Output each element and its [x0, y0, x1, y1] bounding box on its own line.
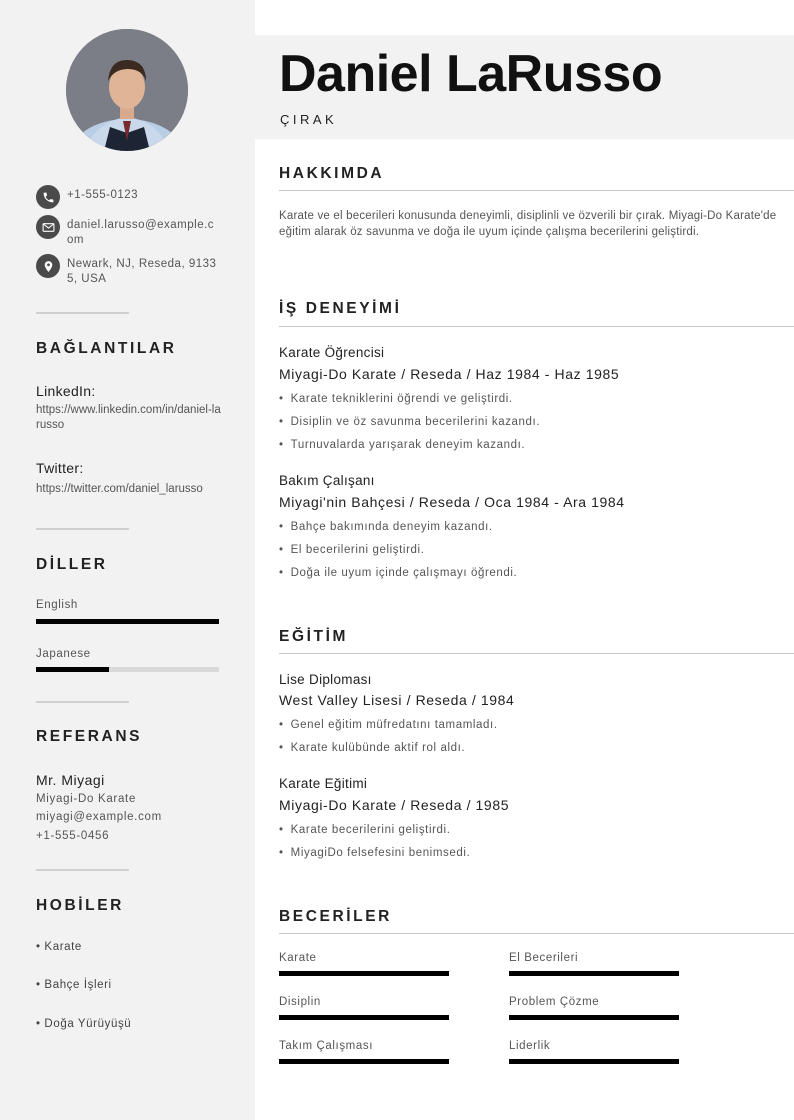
skill-level-bar [509, 971, 679, 976]
education-bullet: • MiyagiDo felsefesini benimsedi. [279, 847, 470, 859]
language-name: Japanese [36, 648, 91, 660]
reference-phone: +1-555-0456 [36, 830, 110, 842]
skill-name: Problem Çözme [509, 996, 600, 1008]
contact-phone [36, 185, 217, 209]
education-meta: West Valley Lisesi / Reseda / 1984 [279, 692, 515, 708]
about-heading: HAKKIMDA [279, 165, 385, 182]
skill-level-fill [279, 971, 449, 976]
candidate-name: Daniel LaRusso [279, 45, 663, 103]
links-heading: BAĞLANTILAR [36, 340, 177, 357]
skill-level-fill [509, 1059, 679, 1064]
divider [36, 528, 129, 530]
job-meta: Miyagi-Do Karate / Reseda / Haz 1984 - Haz 1985 [279, 366, 620, 382]
job-bullet: • Doğa ile uyum içinde çalışmayı öğrendi. [279, 567, 517, 579]
email-text: daniel.larusso@example.com [67, 219, 215, 246]
job-role: Karate Öğrencisi [279, 345, 385, 360]
skill-level-bar [279, 1059, 449, 1064]
hobby-item: • Karate [36, 941, 82, 953]
email-icon [36, 215, 60, 239]
section-rule [279, 190, 794, 191]
sidebar [0, 0, 255, 1120]
job-bullet: • Bahçe bakımında deneyim kazandı. [279, 521, 493, 533]
skill-level-bar [279, 1015, 449, 1020]
language-level-bar [36, 619, 219, 624]
education-bullet: • Karate becerilerini geliştirdi. [279, 824, 451, 836]
job-role: Bakım Çalışanı [279, 473, 375, 488]
divider [36, 701, 129, 703]
experience-heading: İŞ DENEYİMİ [279, 300, 402, 317]
education-degree: Karate Eğitimi [279, 776, 368, 791]
skill-level-fill [509, 1015, 679, 1020]
language-level-fill [36, 667, 109, 672]
section-rule [279, 326, 794, 327]
language-level-fill [36, 619, 219, 624]
location-pin-icon [36, 254, 60, 278]
education-bullet: • Karate kulübünde aktif rol aldı. [279, 742, 465, 754]
skill-name: Karate [279, 952, 317, 964]
reference-email[interactable]: miyagi@example.com [36, 811, 162, 823]
skill-name: Liderlik [509, 1040, 551, 1052]
skill-level-fill [279, 1015, 449, 1020]
education-degree: Lise Diploması [279, 672, 372, 687]
phone-text: +1-555-0123 [67, 189, 139, 201]
contact-address [36, 254, 217, 287]
hobby-label: Karate [44, 941, 82, 953]
candidate-title: ÇIRAK [280, 112, 338, 127]
skill-name: Disiplin [279, 996, 321, 1008]
about-text: Karate ve el becerileri konusunda deneyimli, disiplinli ve özverili bir çırak. Miyagi-Do Karate'de eğitim alarak öz savunma ve doğa ile uyum içinde çalışma becerilerini geliştirdi. [279, 210, 777, 238]
skill-level-bar [279, 971, 449, 976]
section-rule [279, 653, 794, 654]
references-heading: REFERANS [36, 728, 143, 745]
job-meta: Miyagi'nin Bahçesi / Reseda / Oca 1984 - Ara 1984 [279, 494, 625, 510]
address-text: Newark, NJ, Reseda, 91335, USA [67, 258, 217, 285]
skill-level-fill [509, 971, 679, 976]
skills-heading: BECERİLER [279, 908, 392, 925]
skill-level-bar [509, 1015, 679, 1020]
languages-heading: DİLLER [36, 556, 108, 573]
contact-email [36, 215, 217, 248]
language-level-bar [36, 667, 219, 672]
skill-name: Takım Çalışması [279, 1040, 373, 1052]
hobby-item: • Bahçe İşleri [36, 979, 112, 991]
job-bullet: • Turnuvalarda yarışarak deneyim kazandı. [279, 439, 525, 451]
skill-level-bar [509, 1059, 679, 1064]
divider [36, 312, 129, 314]
linkedin-label: LinkedIn: [36, 383, 96, 399]
hobby-item: • Doğa Yürüyüşü [36, 1018, 132, 1030]
language-name: English [36, 599, 78, 611]
job-bullet: • Disiplin ve öz savunma becerilerini kazandı. [279, 416, 540, 428]
education-heading: EĞİTİM [279, 628, 348, 645]
hobbies-heading: HOBİLER [36, 897, 124, 914]
divider [36, 869, 129, 871]
education-meta: Miyagi-Do Karate / Reseda / 1985 [279, 797, 510, 813]
job-bullet: • Karate tekniklerini öğrendi ve geliştirdi. [279, 393, 513, 405]
reference-company: Miyagi-Do Karate [36, 793, 137, 805]
profile-photo [66, 29, 188, 151]
skill-name: El Becerileri [509, 952, 579, 964]
job-bullet: • El becerilerini geliştirdi. [279, 544, 424, 556]
twitter-label: Twitter: [36, 460, 84, 476]
hobby-label: Bahçe İşleri [44, 979, 112, 991]
hobby-label: Doğa Yürüyüşü [44, 1018, 132, 1030]
section-rule [279, 933, 794, 934]
linkedin-url[interactable]: https://www.linkedin.com/in/daniel-larusso [36, 404, 221, 431]
reference-name: Mr. Miyagi [36, 772, 105, 788]
skill-level-fill [279, 1059, 449, 1064]
twitter-url[interactable]: https://twitter.com/daniel_larusso [36, 483, 203, 495]
education-bullet: • Genel eğitim müfredatını tamamladı. [279, 719, 498, 731]
phone-icon [36, 185, 60, 209]
